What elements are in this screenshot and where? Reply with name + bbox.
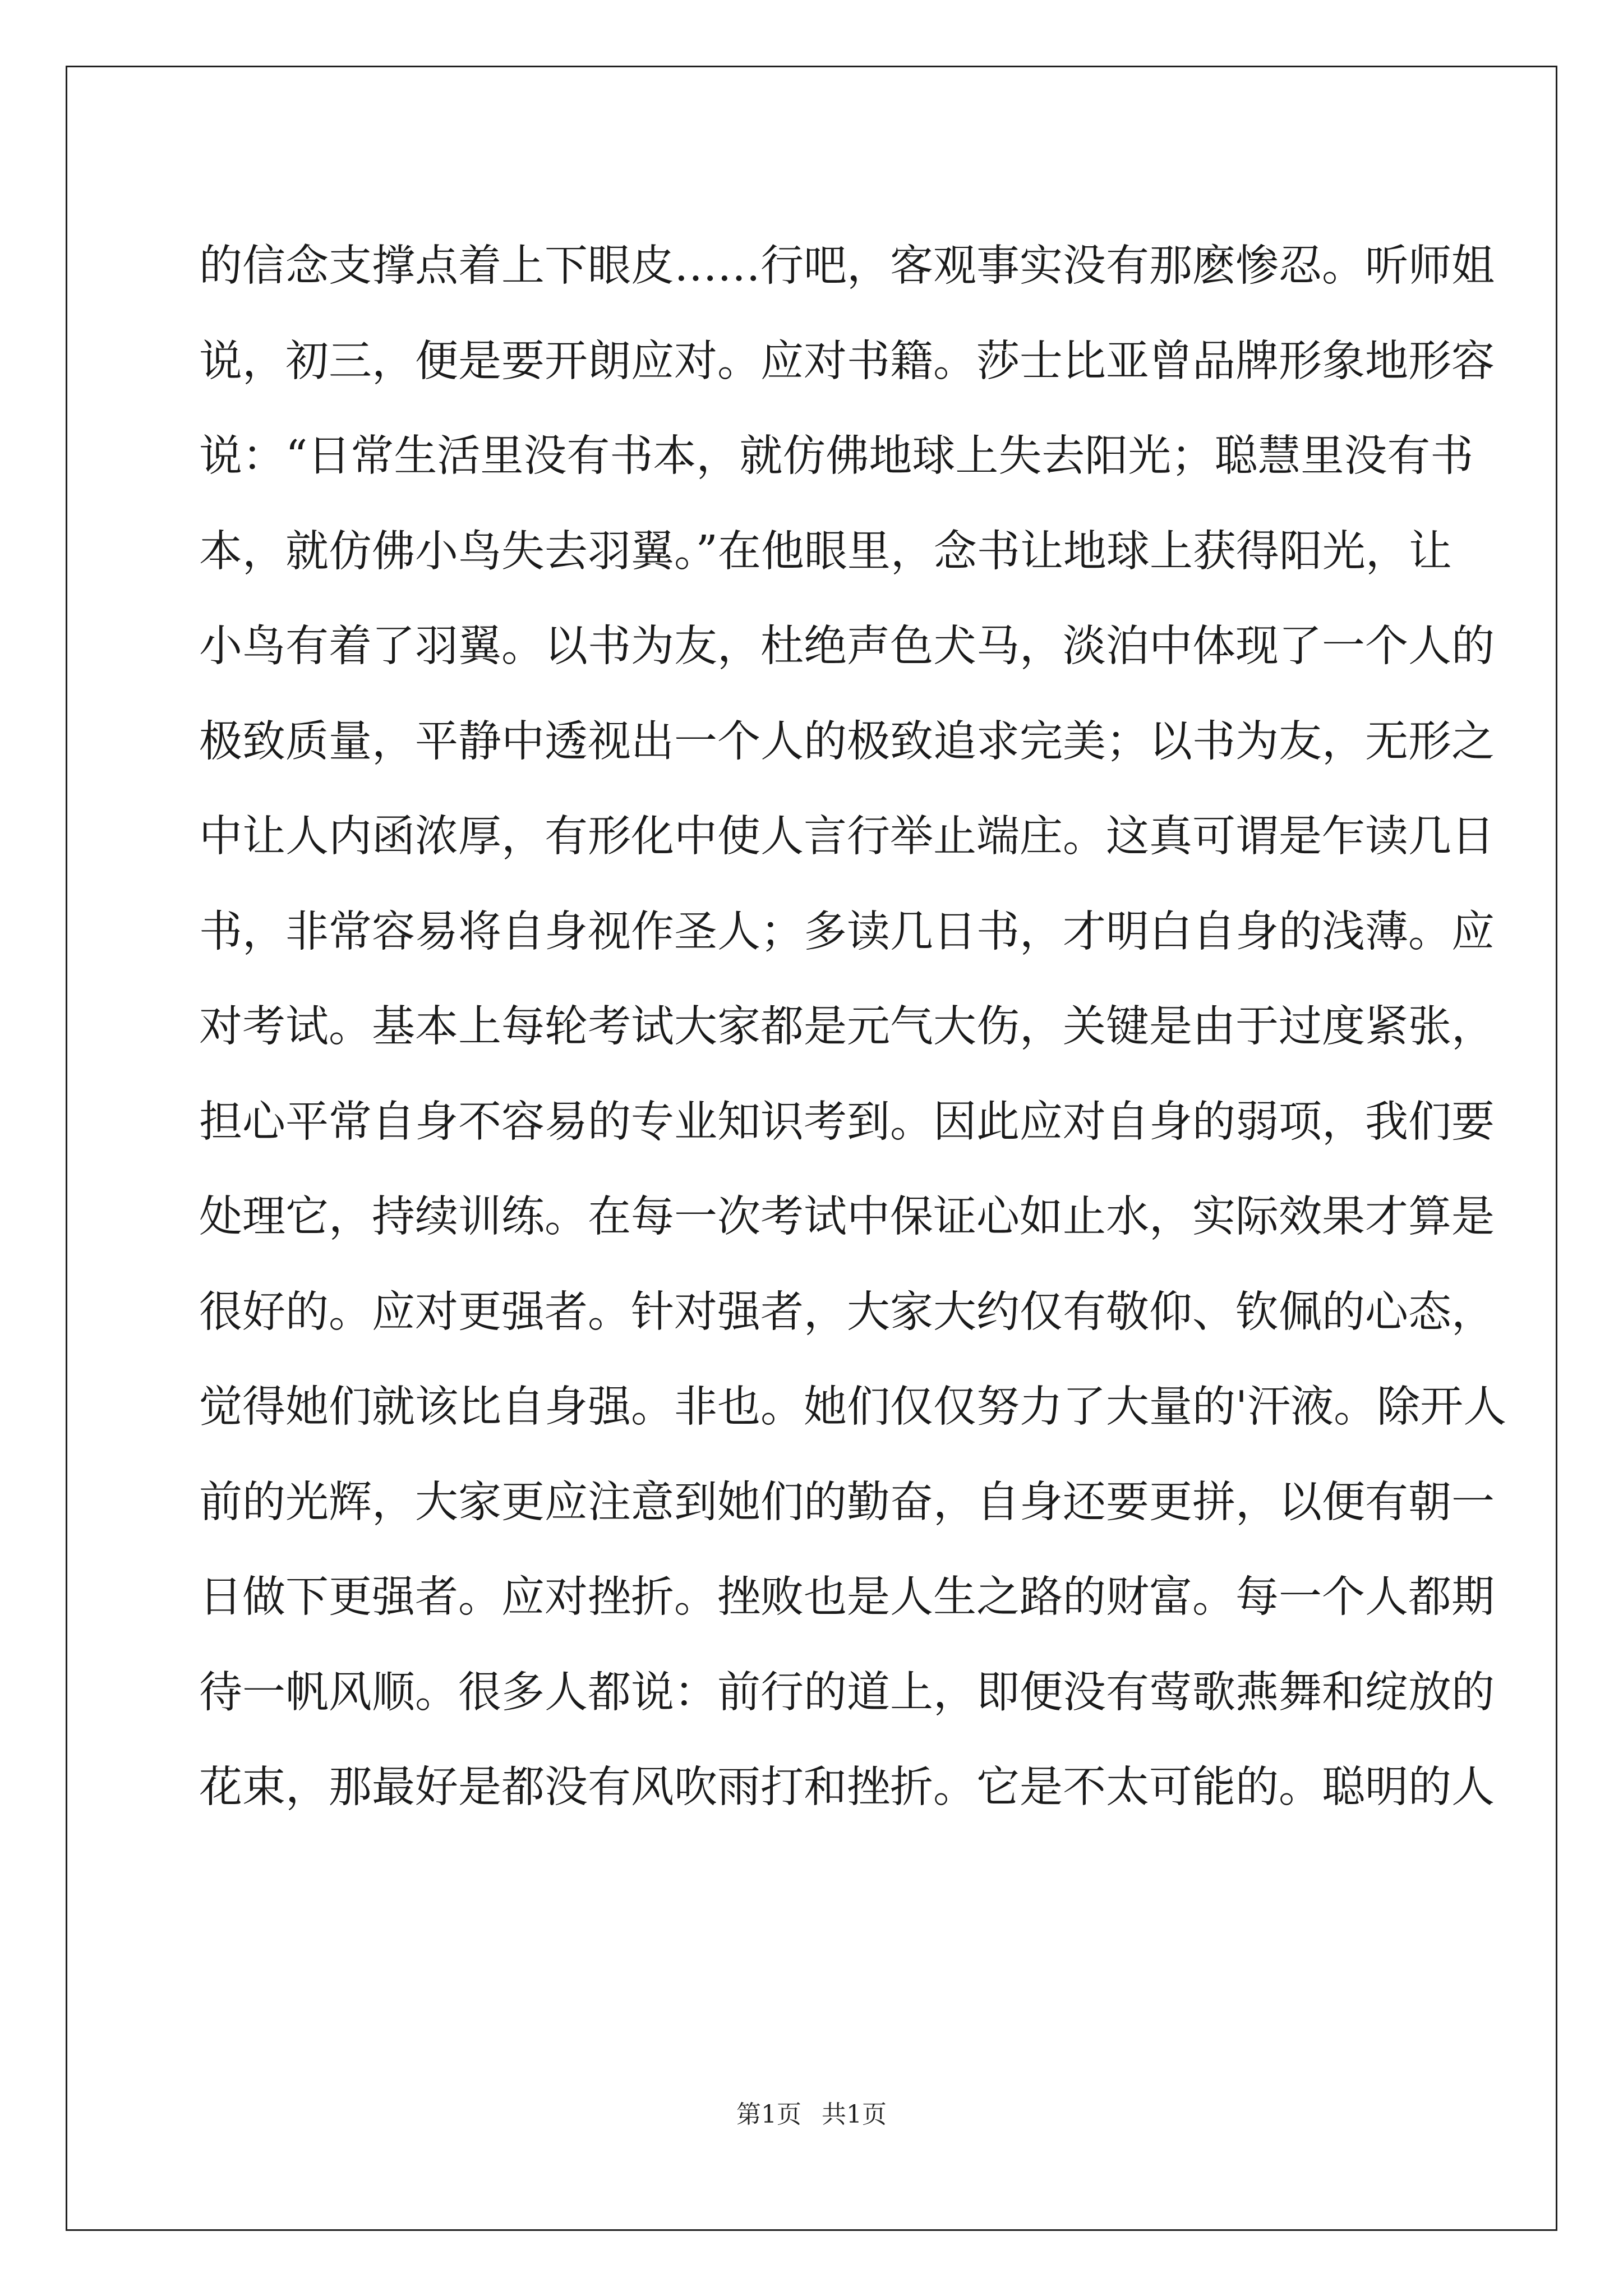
- text-line: 觉得她们就该比自身强。非也。她们仅仅努力了大量的'汗液。除开人: [199, 1382, 1507, 1432]
- text-line: 担心平常自身不容易的专业知识考到。因此应对自身的弱项，我们要: [199, 1097, 1495, 1147]
- page-footer: [0, 2098, 1623, 2132]
- text-line: 小鸟有着了羽翼。以书为友，杜绝声色犬马，淡泊中体现了一个人的: [199, 622, 1495, 671]
- text-line: 前的光辉，大家更应注意到她们的勤奋，自身还要更拼，以便有朝一: [199, 1477, 1495, 1527]
- text-line: 花束，那最好是都没有风吹雨打和挫折。它是不太可能的。聪明的人: [199, 1763, 1495, 1812]
- page-total: 共1页: [822, 2100, 887, 2129]
- text-line: 日做下更强者。应对挫折。挫败也是人生之路的财富。每一个人都期: [199, 1572, 1495, 1622]
- text-line: 很好的。应对更强者。针对强者，大家大约仅有敬仰、钦佩的心态，: [199, 1287, 1495, 1337]
- text-line: 说，初三，便是要开朗应对。应对书籍。莎士比亚曾品牌形象地形容: [199, 336, 1495, 386]
- text-line: 说：“日常生活里没有书本，就仿佛地球上失去阳光；聪慧里没有书: [199, 431, 1474, 481]
- text-line: 处理它，持续训练。在每一次考试中保证心如止水，实际效果才算是: [199, 1192, 1495, 1242]
- text-line: 中让人内函浓厚，有形化中使人言行举止端庄。这真可谓是乍读几日: [199, 812, 1495, 862]
- text-line: 书，非常容易将自身视作圣人；多读几日书，才明白自身的浅薄。应: [199, 907, 1495, 957]
- body-text: [199, 219, 1507, 1835]
- text-line: 本，就仿佛小鸟失去羽翼。”在他眼里，念书让地球上获得阳光，让: [199, 526, 1452, 577]
- text-line: 的信念支撑点着上下眼皮……行吧，客观事实没有那麽惨忍。听师姐: [199, 241, 1495, 291]
- page-number: 第1页: [736, 2100, 801, 2129]
- text-line: 待一帆风顺。很多人都说：前行的道上，即便没有莺歌燕舞和绽放的: [199, 1667, 1495, 1718]
- text-line: 极致质量，平静中透视出一个人的极致追求完美；以书为友，无形之: [199, 716, 1495, 767]
- text-line: 对考试。基本上每轮考试大家都是元气大伤，关键是由于过度紧张，: [199, 1002, 1495, 1052]
